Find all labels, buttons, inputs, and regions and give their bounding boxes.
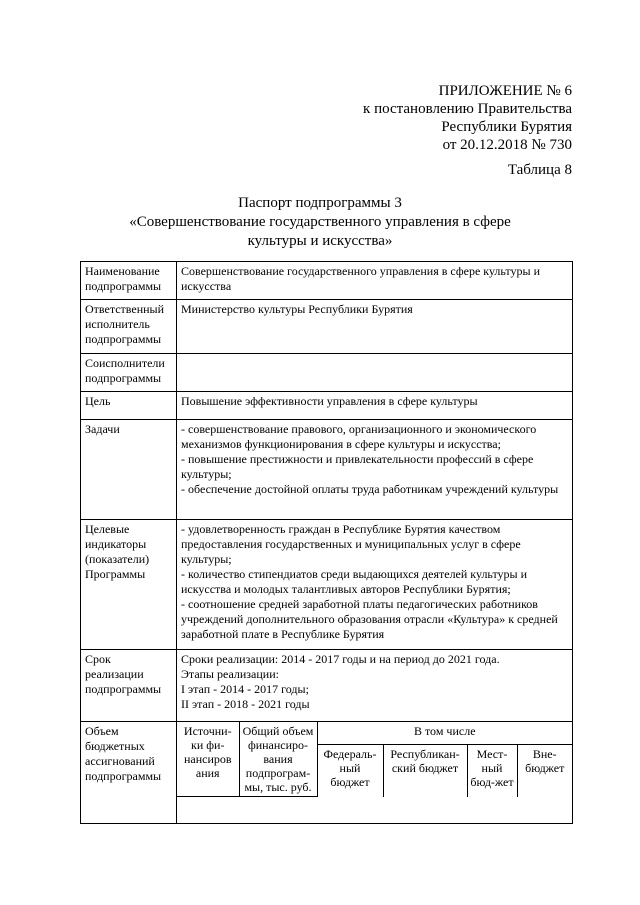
- row-tasks-label: Задачи: [81, 420, 177, 520]
- total-header: Общий объем финансиро-вания подпрограм-мы, тыс. руб.: [239, 722, 317, 797]
- row-coexecutors: [81, 354, 573, 392]
- annex-date: от 20.12.2018 № 730: [442, 137, 572, 153]
- annex-number: ПРИЛОЖЕНИЕ № 6: [438, 83, 572, 99]
- row-executor: [81, 300, 573, 354]
- row-budget: [81, 722, 573, 824]
- row-name: [81, 262, 573, 300]
- local-budget-header: Мест-ный бюд-жет: [467, 744, 517, 797]
- sources-header: Источни-ки фи-нансиров ания: [177, 722, 239, 797]
- row-coexecutors-label: Соисполнители подпрограммы: [81, 354, 177, 392]
- row-name-label: Наименование подпрограммы: [81, 262, 177, 300]
- table-number: Таблица 8: [507, 162, 572, 178]
- annex-header: [363, 82, 572, 154]
- including-header: В том числе: [317, 722, 572, 744]
- passport-table: [80, 261, 573, 824]
- federal-budget-header: Федераль-ный бюджет: [317, 744, 383, 797]
- row-tasks-value: - совершенствование правового, организационного и экономического механизмов функционирования в сфере культуры и искусства; - повышение престижности и привлекательности профессий в сфере культуры; - обеспечение достойной оплаты труда работникам учреждений культуры: [177, 420, 573, 520]
- row-goal-label: Цель: [81, 392, 177, 420]
- row-coexecutors-value: [177, 354, 573, 392]
- row-terms-value: Сроки реализации: 2014 - 2017 годы и на период до 2021 года. Этапы реализации: I этап - 2014 - 2017 годы; II этап - 2018 - 2021 годы: [177, 650, 573, 722]
- row-budget-label: Объем бюджетных ассигнований подпрограммы: [81, 722, 177, 824]
- title-line-1: Паспорт подпрограммы 3: [238, 195, 402, 211]
- row-indicators-value: - удовлетворенность граждан в Республике Бурятия качеством предоставления государственных и муниципальных услуг в сфере культуры; - количество стипендиатов среди выдающихся деятелей культуры и искусства и молодых талантливых авторов Республики Бурятия; - соотношение средней заработной платы педагогических работников учреждений дополнительного образования отрасли «Культура» к средней заработной плате в Республике Бурятия: [177, 520, 573, 650]
- document-title: [100, 194, 540, 251]
- row-indicators: [81, 520, 573, 650]
- row-tasks: [81, 420, 573, 520]
- row-indicators-label: Целевые индикаторы (показатели) Программы: [81, 520, 177, 650]
- row-goal-value: Повышение эффективности управления в сфере культуры: [177, 392, 573, 420]
- budget-subtable-cell: [177, 722, 573, 824]
- republic-budget-header: Республикан-ский бюджет: [383, 744, 467, 797]
- row-terms-label: Срок реализации подпрограммы: [81, 650, 177, 722]
- budget-subtable: [177, 722, 572, 797]
- extra-budget-header: Вне-бюджет: [517, 744, 572, 797]
- row-terms: [81, 650, 573, 722]
- row-executor-value: Министерство культуры Республики Бурятия: [177, 300, 573, 354]
- row-executor-label: Ответственный исполнитель подпрограммы: [81, 300, 177, 354]
- row-name-value: Совершенствование государственного управления в сфере культуры и искусства: [177, 262, 573, 300]
- title-line-3: культуры и искусства»: [247, 233, 393, 249]
- title-line-2: «Совершенствование государственного управления в сфере: [129, 214, 511, 230]
- row-goal: [81, 392, 573, 420]
- annex-resolution: к постановлению Правительства: [363, 101, 572, 117]
- annex-republic: Республики Бурятия: [441, 119, 572, 135]
